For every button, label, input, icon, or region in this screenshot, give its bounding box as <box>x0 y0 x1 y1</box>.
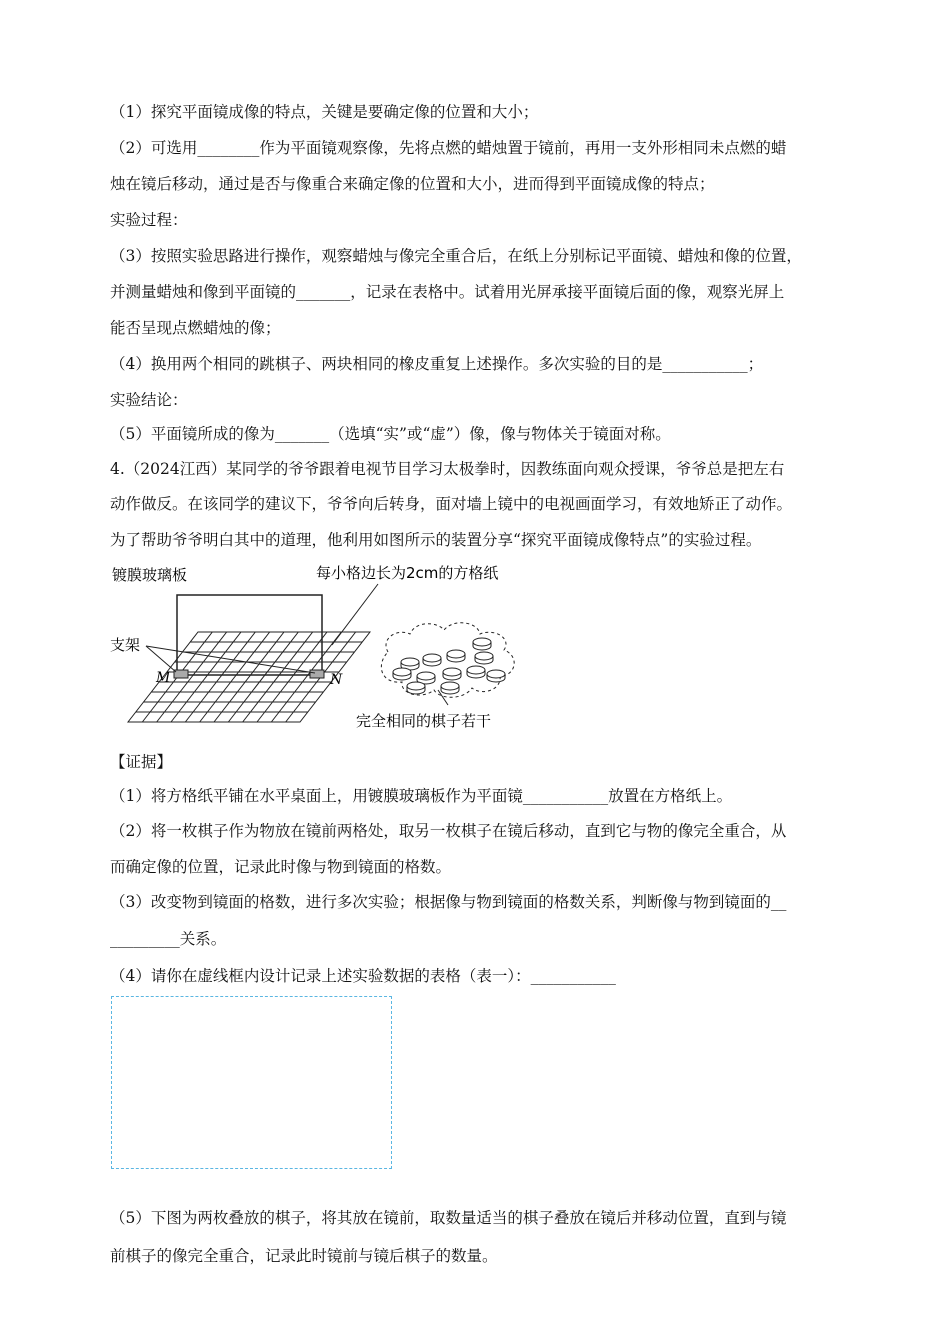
q4-text: （4）换用两个相同的跳棋子、两块相同的橡皮重复上述操作。多次实验的目的是___________； <box>110 355 764 373</box>
q3-text-cont: 并测量蜡烛和像到平面镜的_______，记录在表格中。试着用光屏承接平面镜后面的像，观察光屏上 <box>110 283 785 301</box>
e3-text: （3）改变物到镜面的格数，进行多次实验；根据像与物到镜面的格数关系，判断像与物到镜面的__ <box>110 893 787 911</box>
e2-text-cont: 而确定像的位置，记录此时像与物到镜面的格数。 <box>110 858 452 876</box>
chess-piece <box>423 654 441 662</box>
process-heading: 实验过程： <box>110 211 188 229</box>
e1-text: （1）将方格纸平铺在水平桌面上，用镀膜玻璃板作为平面镜___________放置在方格纸上。 <box>110 787 733 805</box>
chess-piece <box>475 652 493 660</box>
chess-piece <box>447 650 465 658</box>
e2-text: （2）将一枚棋子作为物放在镜前两格处，取另一枚棋子在镜后移动，直到它与物的像完全重合，从 <box>110 822 787 840</box>
chess-piece <box>487 670 505 678</box>
chess-piece <box>467 666 485 674</box>
label-n: N <box>330 672 343 688</box>
label-glass: 镀膜玻璃板 <box>112 566 188 584</box>
stand-n <box>310 670 324 678</box>
e4-text: （4）请你在虚线框内设计记录上述实验数据的表格（表一）：___________ <box>110 967 616 985</box>
problem4-text: 4.（2024江西）某同学的爷爷跟着电视节目学习太极拳时，因教练面向观众授课，爷爷总是把左右 <box>110 460 785 478</box>
chess-piece <box>393 668 411 676</box>
label-pieces: 完全相同的棋子若干 <box>356 712 492 730</box>
q2-text-cont: 烛在镜后移动，通过是否与像重合来确定像的位置和大小，进而得到平面镜成像的特点； <box>110 175 715 193</box>
e5-text: （5）下图为两枚叠放的棋子，将其放在镜前，取数量适当的棋子叠放在镜后并移动位置，直到与镜 <box>110 1209 787 1227</box>
label-m: M <box>156 670 171 686</box>
e3-text-cont: _________关系。 <box>110 930 227 948</box>
q3-text: （3）按照实验思路进行操作，观察蜡烛与像完全重合后，在纸上分别标记平面镜、蜡烛和像的位置， <box>110 247 802 265</box>
label-stand: 支架 <box>110 636 141 654</box>
q1-text: （1）探究平面镜成像的特点，关键是要确定像的位置和大小； <box>110 103 539 121</box>
chess-piece <box>473 638 491 646</box>
e5-text-cont: 前棋子的像完全重合，记录此时镜前与镜后棋子的数量。 <box>110 1247 498 1265</box>
table-design-box[interactable] <box>111 996 392 1169</box>
label-grid: 每小格边长为2cm的方格纸 <box>316 564 499 582</box>
q5-text: （5）平面镜所成的像为_______（选填“实”或“虚”）像，像与物体关于镜面对称。 <box>110 425 671 443</box>
conclusion-heading: 实验结论： <box>110 391 188 409</box>
q2-text: （2）可选用________作为平面镜观察像，先将点燃的蜡烛置于镜前，再用一支外形相同未点燃的蜡 <box>110 139 787 157</box>
stand-m <box>174 670 188 678</box>
mirror-experiment-figure <box>110 560 550 740</box>
chess-piece <box>417 672 435 680</box>
chess-piece <box>443 668 461 676</box>
problem4-text-cont: 动作做反。在该同学的建议下，爷爷向后转身，面对墙上镜中的电视画面学习，有效地矫正了动作。 <box>110 495 793 513</box>
chess-piece <box>441 682 459 690</box>
q3-text-cont2: 能否呈现点燃蜡烛的像； <box>110 319 281 337</box>
evidence-heading: 【证据】 <box>110 753 173 771</box>
chess-pieces <box>393 638 505 694</box>
chess-piece <box>401 658 419 666</box>
problem4-text-cont2: 为了帮助爷爷明白其中的道理，他利用如图所示的装置分享“探究平面镜成像特点”的实验过程。 <box>110 531 762 549</box>
chess-piece <box>407 682 425 690</box>
